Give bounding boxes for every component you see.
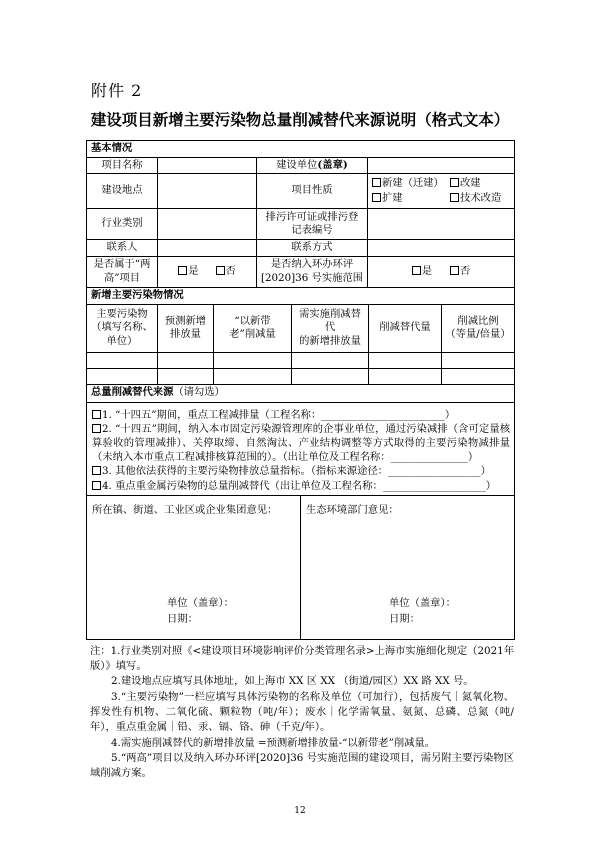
project-nature-option-grid (370, 177, 512, 206)
footnote-2: 2.建设地点应填写具体地址，如上海市 XX 区 XX （街道/园区）XX 路 XX 号。 (111, 675, 474, 688)
table-cell (369, 368, 442, 384)
option-label: 扩建 (382, 192, 403, 204)
source-option-text: 2. “十四五”期间，纳入本市固定污染源管理库的企事业单位，通过污染减排（含可定量核算验收的管理减排）、关停取缔、自然淘汰、产业结构调整等方式取得的主要污染物减排量（未纳入本市重点工程减排核算范围的）。（出让单位及工程名称：_______________） (92, 422, 510, 464)
option-new-build (372, 177, 450, 191)
option-label: 是 (421, 264, 432, 277)
option-label: 否 (460, 264, 471, 277)
yes-no-group (160, 265, 254, 279)
basic-info-table (86, 140, 515, 288)
empty-checkbox-icon (372, 178, 381, 187)
option-label: 是 (188, 264, 199, 277)
sources-heading: 总量削减替代来源 (91, 386, 174, 399)
empty-checkbox-icon (92, 424, 101, 433)
option-label: 否 (225, 264, 236, 277)
empty-checkbox-icon (412, 266, 421, 275)
location-label: 建设地点 (87, 174, 158, 209)
source-option-text: 3. 其他依法获得的主要污染物排放总量指标。（指标来源途径：__________________） (102, 465, 491, 478)
builder-label: 建设单位 (276, 158, 318, 171)
page-number: 12 (294, 806, 306, 816)
location-value (158, 174, 257, 209)
footnote-3: 3.“主要污染物”一栏应填写具体污染物的名称及单位（可加行），包括废气｜氮氧化物、挥发性有机物、二氧化硫、颗粒物（吨/年）；废水｜化学需氧量、氨氮、总磷、总氮（吨/年），重点重金属｜铅、汞、镉、铬、砷（千克/年）。 (90, 690, 514, 734)
opinions-table (86, 495, 515, 640)
environment-opinion-label: 生态环境部门意见： (306, 503, 399, 516)
column-header: 削减替代量 (369, 304, 442, 352)
empty-checkbox-icon (216, 266, 225, 275)
contact-method-value (368, 240, 515, 257)
source-option-2 (92, 422, 510, 465)
empty-checkbox-icon (92, 481, 101, 490)
permit-number-value (368, 209, 515, 240)
section-heading-basic-info: 基本情况 (87, 141, 515, 158)
option-label: 改建 (460, 176, 481, 189)
option-label: 技术改造 (460, 192, 502, 204)
local-opinion-cell (87, 495, 301, 639)
option-expansion (372, 192, 450, 206)
table-cell (87, 352, 158, 368)
table-cell (158, 368, 214, 384)
pollutants-table (86, 287, 515, 385)
table-cell (214, 368, 292, 384)
reduction-sources-table (86, 384, 515, 496)
annex-label: 附件 2 (91, 81, 143, 100)
included-scope-label: 是否纳入环办环评 [2020]36 号实施范围 (257, 256, 368, 287)
footnote-4: 4.需实施削减替代的新增排放量 =预测新增排放量-“以新带老”削减量。 (111, 736, 436, 749)
option-label: 新建（迁建） (382, 176, 444, 189)
table-cell (292, 352, 369, 368)
footnote-1: 注：1.行业类别对照《<建设项目环境影响评价分类管理名录>上海市实施细化规定（2021年版）》填写。 (90, 644, 514, 673)
industry-value (158, 209, 257, 240)
table-cell (442, 352, 515, 368)
local-opinion-label: 所在镇、街道、工业区或企业集团意见： (92, 503, 278, 516)
option-tech-upgrade (450, 192, 512, 206)
sources-heading-note: （请勾选） (173, 386, 225, 399)
project-name-label: 项目名称 (87, 157, 158, 174)
empty-checkbox-icon (372, 193, 381, 202)
column-header: 主要污染物 （填写名称、 单位） (87, 304, 158, 352)
column-header: 需实施削减替代 的新增排放量 (292, 304, 369, 352)
table-cell (87, 368, 158, 384)
table-cell (292, 368, 369, 384)
builder-label-cell (257, 157, 368, 174)
empty-checkbox-icon (450, 266, 459, 275)
option-yes (178, 265, 198, 279)
project-name-value (158, 157, 257, 174)
source-option-text: 4. 重点重金属污染物的总量削减替代（出让单位及工程名称：____________________） (102, 479, 497, 492)
table-cell (369, 352, 442, 368)
local-date-label: 日期： (167, 612, 198, 625)
footnotes (86, 644, 514, 782)
builder-seal-note: (盖章) (317, 158, 348, 171)
source-option-1 (92, 408, 510, 422)
environment-opinion-cell (301, 495, 515, 639)
source-option-text: 1. “十四五”期间，重点工程减排量（工程名称：________________________） (102, 408, 456, 421)
table-cell (442, 368, 515, 384)
industry-label: 行业类别 (87, 209, 158, 240)
source-options-cell (87, 402, 515, 495)
local-signature-block (167, 595, 234, 627)
footnote-5: 5.“两高”项目以及纳入环办环评[2020]36 号实施范围的建设项目，需另附主要污染物区域削减方案。 (90, 751, 514, 780)
option-yes (412, 265, 432, 279)
column-header: 预测新增 排放量 (158, 304, 214, 352)
builder-value (368, 157, 515, 174)
table-cell (214, 352, 292, 368)
environment-date-label: 日期： (389, 612, 420, 625)
option-no (450, 265, 470, 279)
column-header: 削减比例 （等量/倍量） (442, 304, 515, 352)
contact-method-label: 联系方式 (257, 240, 368, 257)
empty-checkbox-icon (178, 266, 187, 275)
document-title: 建设项目新增主要污染物总量削减替代来源说明（格式文本） (90, 110, 510, 129)
yes-no-group (370, 265, 512, 279)
project-nature-label: 项目性质 (257, 174, 368, 209)
section-heading-pollutants: 新增主要污染物情况 (87, 287, 515, 304)
empty-checkbox-icon (450, 193, 459, 202)
table-row (87, 368, 515, 384)
option-rebuild (450, 177, 512, 191)
source-option-4 (92, 479, 510, 493)
section-heading-sources (87, 384, 515, 402)
column-header: “以新带 老”削减量 (214, 304, 292, 352)
included-scope-options (368, 256, 515, 287)
contact-person-label: 联系人 (87, 240, 158, 257)
environment-seal-label: 单位（盖章）： (389, 596, 456, 609)
table-cell (158, 352, 214, 368)
permit-number-label: 排污许可证或排污登 记表编号 (257, 209, 368, 240)
environment-signature-block (389, 595, 456, 627)
empty-checkbox-icon (450, 178, 459, 187)
local-seal-label: 单位（盖章）： (167, 596, 234, 609)
two-high-options (158, 256, 257, 287)
contact-person-value (158, 240, 257, 257)
empty-checkbox-icon (92, 466, 101, 475)
table-row (87, 352, 515, 368)
option-no (216, 265, 236, 279)
two-high-label: 是否属于“两 高”项目 (87, 256, 158, 287)
empty-checkbox-icon (92, 410, 101, 419)
form-and-notes (86, 140, 514, 781)
project-nature-options (368, 174, 515, 209)
source-option-3 (92, 464, 510, 478)
